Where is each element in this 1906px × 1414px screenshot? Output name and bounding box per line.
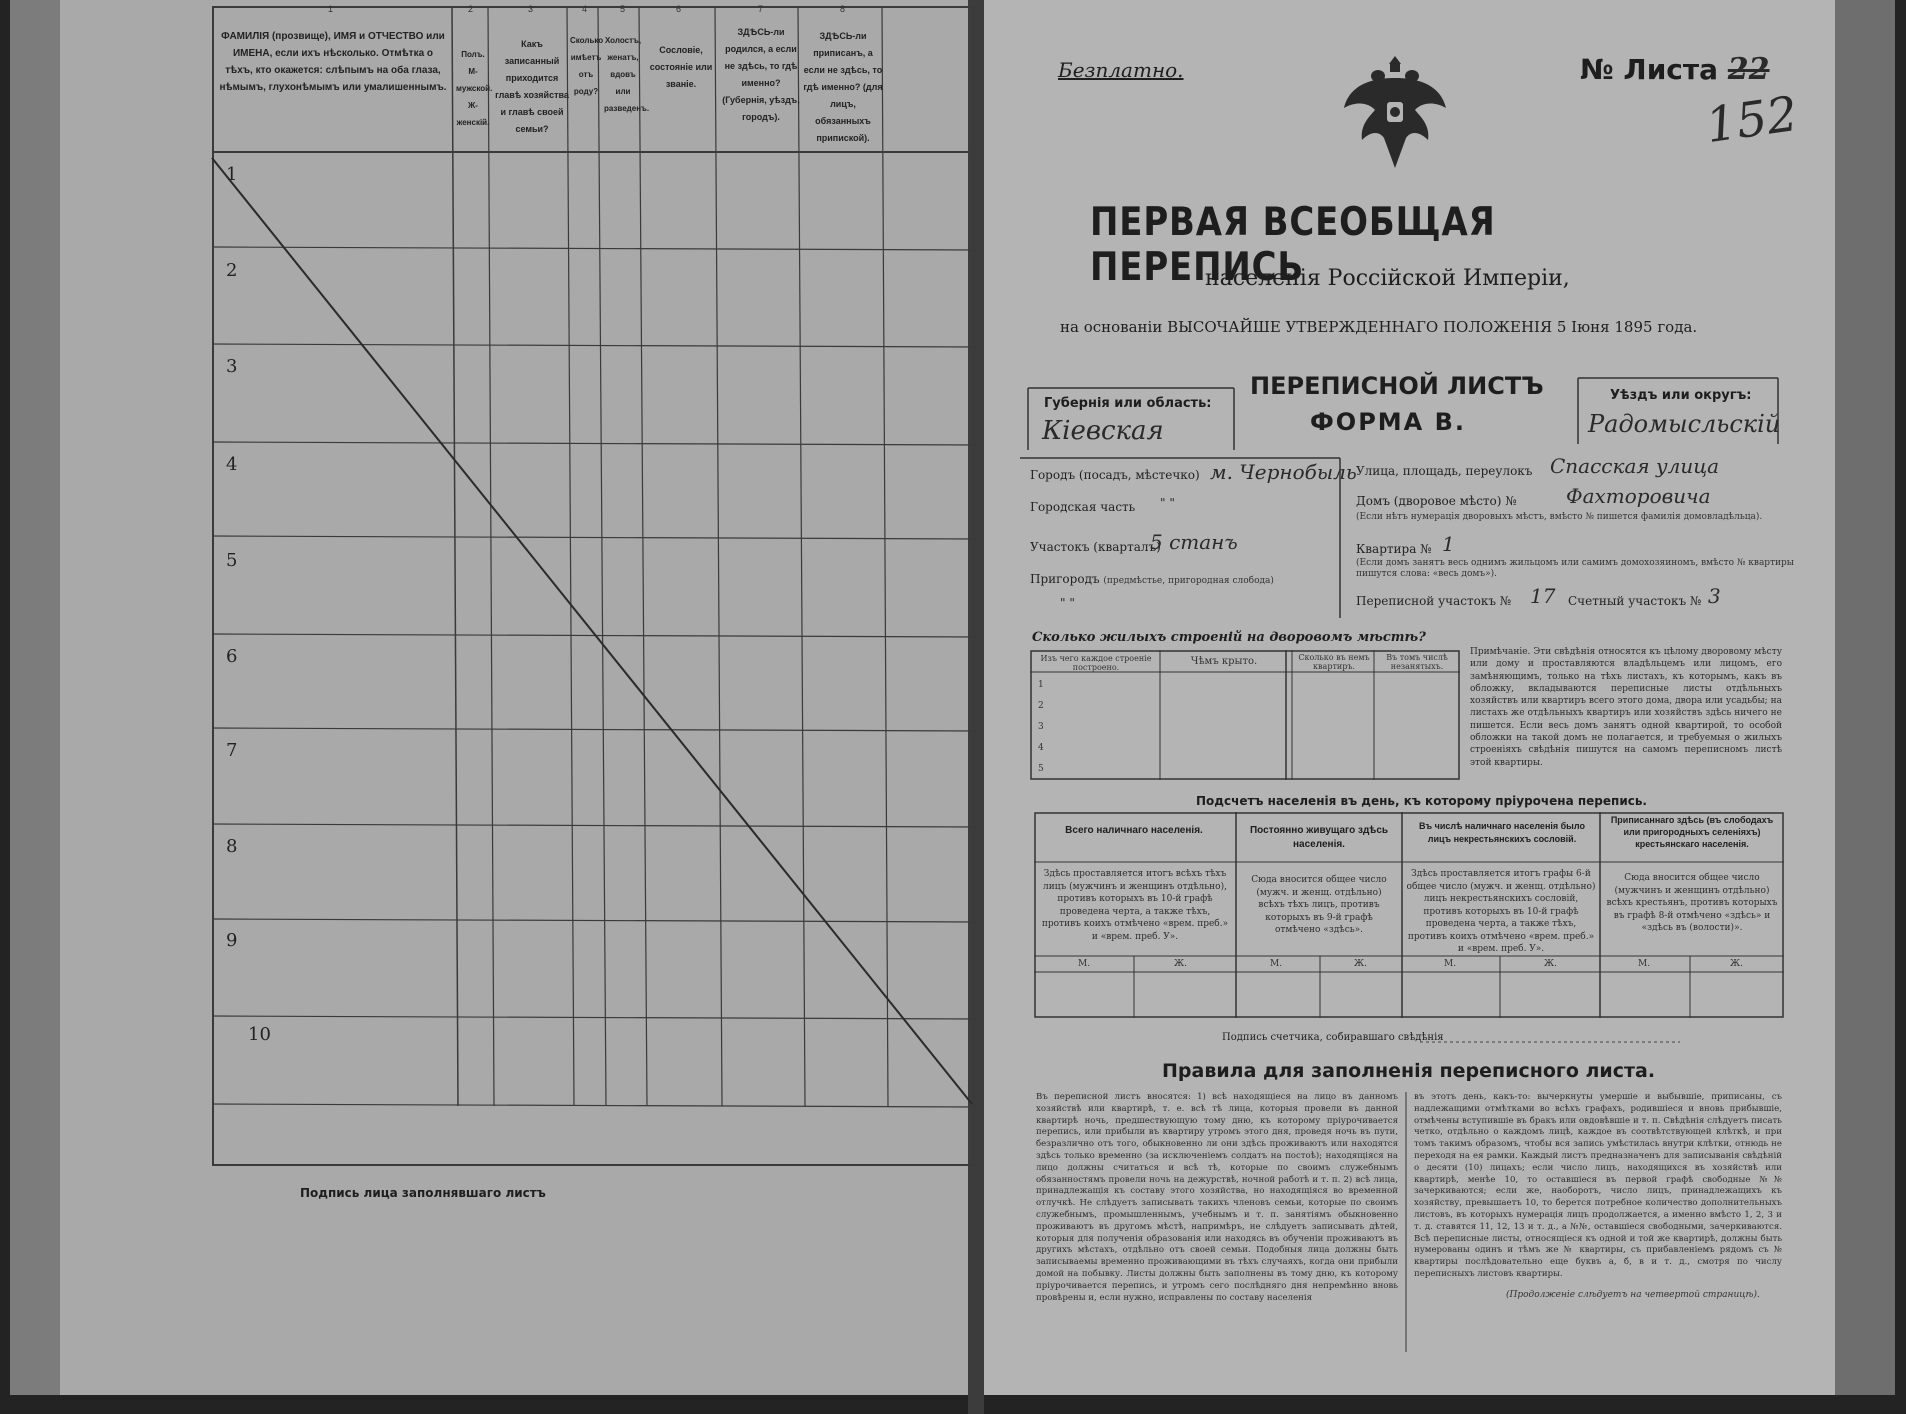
schet-uchastok-value: 3 <box>1708 584 1721 608</box>
chast-value: " " <box>1160 496 1175 510</box>
ulitsa-label: Улица, площадь, переулокъ <box>1356 464 1533 478</box>
row-number: 5 <box>226 550 238 571</box>
guberniya-value: Кiевская <box>1042 416 1164 446</box>
row-number: 7 <box>226 740 238 761</box>
chast-label: Городская часть <box>1030 500 1136 514</box>
dom-note: (Если нѣтъ нумерація дворовыхъ мѣстъ, вмѣсто № пишется фамилія домовладѣльца). <box>1356 512 1763 522</box>
row-number: 2 <box>226 260 238 281</box>
count-header-permanent: Постоянно живущаго здѣсь населенія. <box>1249 825 1389 850</box>
buildings-row: 1 <box>1038 680 1044 690</box>
count-text-permanent: Сюда вносится общее число (мужч. и женщ. отдѣльно) всѣхъ тѣхъ лицъ, противъ которыхъ въ 9-й графѣ отмѣчено «здѣсь». <box>1251 875 1387 935</box>
buildings-row: 4 <box>1038 743 1044 753</box>
rules-column-1: Въ переписной листъ вносятся: 1) всѣ находящіеся на лицо въ данномъ хозяйствѣ или квартирѣ, т. е. всѣ тѣ лица, которыя провели въ данной квартирѣ ночь, предшествующую тому дню, къ которому пріурочивается перепись, или прибыли въ квартиру утромъ этого дня, проведя ночь въ пути, безразлично отъ того, обыкновенно ли они здѣсь проживаютъ или находятся здѣсь только временно (за исключеніемъ солдатъ на постоѣ); находящіяся на лицо должны считаться и всѣ тѣ, которые по своимъ служебнымъ обязанностямъ провели ночь на дежурствѣ, ночной работѣ и т. п. 2) всѣ лица, принадлежащія къ составу этого хозяйства, но находящіяся во временной отлучкѣ. Не слѣдуетъ записывать такихъ членовъ семьи, которые по своимъ служебнымъ, промышленнымъ, учебнымъ и т. п. занятіямъ обыкновенно проживаютъ въ другомъ мѣстѣ, напримѣръ, не слѣдуетъ записывать дѣтей, которыя для полученія образованія или находясь въ обученіи проживаютъ въ другихъ мѣстахъ, отдѣльно отъ своей семьи. Подобныя лица должны быть записываемы временно проживающими въ тѣхъ случаяхъ, когда они прибыли домой на побывку. Листы должны быть заполнены въ тому дню, къ которому пріурочивается перепись, и утромъ сего послѣдняго дня непремѣнно вновь провѣрены и, если нужно, исправлены по составу населенія <box>1036 1092 1398 1303</box>
count-text-total: Здѣсь проставляется итогъ всѣхъ тѣхъ лицъ (мужчинъ и женщинъ отдѣльно), противъ которыхъ въ 10-й графѣ проведена черта, а также тѣхъ, противъ коихъ отмѣчено «врем. преб.» и «врем. преб. У». <box>1041 869 1229 942</box>
schet-uchastok-label: Счетный участокъ № <box>1568 594 1702 608</box>
rules-column-2: въ этотъ день, какъ-то: вычеркнуты умершіе и выбывшіе, приписаны, съ надлежащими отмѣтками во всѣхъ графахъ, родившіеся и вновь прибывшіе, отмѣчены вступившіе въ бракъ или овдовѣвшіе и т. п. Свѣдѣнія слѣдуетъ писать четко, отдѣльно о каждомъ лицѣ, каждое въ соотвѣтствующей клѣткѣ, и при томъ такимъ образомъ, чтобы вся запись умѣстилась внутри клѣтки, отнюдь не переходя на ея рамки. Каждый листъ предназначенъ для записыванія свѣдѣній о десяти (10) лицахъ; если число лицъ, находящихся въ хозяйствѣ или квартирѣ, менѣе 10, то оставшіеся въ первой графѣ свободные №№ зачеркиваются; если же, наоборотъ, число лицъ, принадлежащихъ къ хозяйству, превышаетъ 10, то берется потребное количество дополнительныхъ листовъ, въ которыхъ нумерація лицъ продолжается, а именно вмѣсто 1, 2, 3 и т. д. ставятся 11, 12, 13 и т. д., а №№, оставшіеся свободными, зачеркиваются. Всѣ переписные листы, относящіеся къ одной и той же квартирѣ, должны быть нумерованы одинъ и тѣмъ же № квартиры, съ прибавленіемъ рядомъ съ № квартиры послѣдовательно еще буквъ а, б, в и т. д., смотря по числу переписныхъ листовъ квартиры. <box>1414 1092 1782 1279</box>
buildings-row: 5 <box>1038 764 1044 774</box>
buildings-table <box>1030 650 1460 780</box>
buildings-header-vacant: Въ томъ числѣ незанятыхъ. <box>1386 653 1448 671</box>
free-label: Безплатно. <box>1058 58 1184 82</box>
prigorod-note: (предмѣстье, пригородная слобода) <box>1103 576 1274 586</box>
guberniya-label: Губернія или область: <box>1044 396 1212 411</box>
header-name: ФАМИЛІЯ (прозвище), ИМЯ и ОТЧЕСТВО или ИМЕНА, если ихъ нѣсколько. Отмѣтка о тѣхъ, кто окажется: слѣпымъ на оба глаза, нѣмымъ, глухонѣмымъ или умалишеннымъ. <box>219 31 447 93</box>
census-subtitle: населенія Россійской Имперіи, <box>1205 266 1570 291</box>
column-number-8: 8 <box>840 4 846 14</box>
header-sex: Полъ. М-мужской. Ж-женскій. <box>456 50 493 127</box>
kvartira-label: Квартира № <box>1356 542 1432 556</box>
column-number-3: 3 <box>528 4 534 14</box>
uezd-label: Уѣздъ или округъ: <box>1610 388 1752 403</box>
census-title: ПЕРВАЯ ВСЕОБЩАЯ ПЕРЕПИСЬ <box>1090 200 1496 290</box>
header-estate: Сословіе, состояніе или званіе. <box>649 45 713 89</box>
kvartira-value: 1 <box>1442 532 1455 556</box>
buildings-header-material: Изъ чего каждое строеніе построено. <box>1040 654 1152 672</box>
column-number-7: 7 <box>758 4 764 14</box>
form-title: ПЕРЕПИСНОЙ ЛИСТЪ <box>1250 372 1544 400</box>
column-number-2: 2 <box>468 4 474 14</box>
header-relation: Какъ записанный приходится главѣ хозяйства и главѣ своей семьи? <box>495 39 569 134</box>
dom-label: Домъ (дворовое мѣсто) № <box>1356 494 1517 508</box>
buildings-row: 3 <box>1038 722 1044 732</box>
column-number-1: 1 <box>328 4 334 14</box>
count-text-peasant: Сюда вносится общее число (мужчинъ и женщинъ отдѣльно) всѣхъ крестьянъ, противъ которыхъ въ графѣ 8-й отмѣчено «здѣсь» и «здѣсь въ (волости)». <box>1606 873 1778 933</box>
count-text-nonpeasant: Здѣсь проставляется итогъ графы 6-й общее число (мужч. и женщ. отдѣльно) лицъ некрестьянскихъ сословій, противъ которыхъ въ 10-й графѣ проведена черта, а также тѣхъ, противъ коихъ отмѣчено «врем. преб.» и «врем. преб. У». <box>1406 869 1596 954</box>
perep-uchastok-label: Переписной участокъ № <box>1356 594 1512 608</box>
count-header-nonpeasant: Въ числѣ наличнаго населенія было лицъ некрестьянскихъ сословій. <box>1419 821 1585 844</box>
counter-signature-line <box>1420 1040 1680 1044</box>
uchastok-value: 5 станъ <box>1150 530 1238 554</box>
count-table <box>1034 812 1784 1018</box>
uezd-value: Радомысльскiй <box>1588 410 1781 438</box>
header-marital: Холостъ, женатъ, вдовъ или разведенъ. <box>604 36 650 113</box>
sheet-number-value: 22 <box>1727 52 1770 87</box>
prigorod-label <box>1030 572 1274 586</box>
sex-m-label: М. <box>1444 959 1457 969</box>
rules-continued: (Продолженіе слѣдуетъ на четвертой страницѣ). <box>1506 1290 1760 1300</box>
buildings-row: 2 <box>1038 701 1044 711</box>
row-number: 4 <box>226 454 238 475</box>
perep-uchastok-value: 17 <box>1530 584 1556 608</box>
row-number: 10 <box>248 1024 271 1045</box>
count-title: Подсчетъ населенія въ день, къ которому пріурочена перепись. <box>1196 794 1647 808</box>
ulitsa-value: Спасская улица <box>1550 454 1720 478</box>
sheet-number-caption: № Листа <box>1580 53 1719 86</box>
uchastok-label: Участокъ (кварталъ) <box>1030 540 1161 554</box>
row-number: 1 <box>226 164 238 185</box>
count-header-peasant: Приписаннаго здѣсь (въ слободахъ или пригородныхъ селеніяхъ) крестьянскаго населенія. <box>1610 815 1774 849</box>
left-signature-label: Подпись лица заполнявшаго листъ <box>300 1186 546 1200</box>
rules-title: Правила для заполненія переписного листа. <box>1162 1060 1656 1082</box>
column-number-6: 6 <box>676 4 682 14</box>
census-basis: на основаніи ВЫСОЧАЙШЕ УТВЕРЖДЕННАГО ПОЛОЖЕНІЯ 5 Іюня 1895 года. <box>1060 318 1698 336</box>
sheet-number-stamp: 152 <box>1702 85 1802 155</box>
sex-f-label: Ж. <box>1730 959 1743 969</box>
sex-f-label: Ж. <box>1544 959 1557 969</box>
row-number: 9 <box>226 930 238 951</box>
prigorod-value: " " <box>1060 596 1075 610</box>
address-fields <box>1020 454 1800 618</box>
left-page-edges <box>10 0 62 1395</box>
sex-f-label: Ж. <box>1174 959 1187 969</box>
row-number: 3 <box>226 356 238 377</box>
column-number-5: 5 <box>620 4 626 14</box>
gorod-label: Городъ (посадъ, мѣстечко) <box>1030 468 1200 482</box>
form-subtitle: ФОРМА В. <box>1310 408 1467 436</box>
count-header-total: Всего наличнаго населенія. <box>1065 825 1203 836</box>
buildings-note: Примѣчаніе. Эти свѣдѣнія относятся къ цѣлому дворовому мѣсту или дому и проставляются владѣльцемъ или лицомъ, его замѣняющимъ, только на тѣхъ листахъ, къ которымъ, какъ въ обложку, вкладываются переписные листы отдѣльныхъ хозяйствъ или квартиръ всего этого дома, двора или усадьбы; на листахъ же отдѣльныхъ квартиръ или хозяйствъ здѣсь ничего не пишется. Если весь домъ занятъ одной квартирой, то особой обложки на такой домъ не полагается, и требуемыя о жилыхъ строеніяхъ свѣдѣнія пишутся на самомъ переписномъ листѣ этой квартиры. <box>1470 647 1782 768</box>
sex-m-label: М. <box>1078 959 1091 969</box>
coat-of-arms-icon <box>1340 48 1450 178</box>
rules-divider <box>1404 1092 1408 1352</box>
buildings-header-roof: Чѣмъ крыто. <box>1190 656 1258 667</box>
gorod-value: м. Чернобыль <box>1210 460 1357 484</box>
dom-value: Фахторовича <box>1566 484 1711 508</box>
header-age: Сколько имѣетъ отъ роду? <box>570 36 604 96</box>
sheet-number-label <box>1580 52 1770 87</box>
form-header <box>1028 372 1784 452</box>
header-birthplace: ЗДѢСЬ-ли родился, а если не здѣсь, то гдѣ именно? (Губернія, уѣздъ, городъ). <box>722 27 800 122</box>
header-registered: ЗДѢСЬ-ли приписанъ, а если не здѣсь, то гдѣ именно? (для лицъ, обязанныхъ припиской). <box>803 31 883 143</box>
row-number: 6 <box>226 646 238 667</box>
row-number: 8 <box>226 836 238 857</box>
right-page-edges <box>1835 0 1895 1395</box>
table-grid <box>212 6 977 1166</box>
buildings-header-apartments: Сколько въ немъ квартиръ. <box>1298 653 1370 671</box>
column-number-4: 4 <box>582 4 588 14</box>
buildings-question: Сколько жилыхъ строеній на дворовомъ мѣстѣ? <box>1032 630 1426 645</box>
sex-f-label: Ж. <box>1354 959 1367 969</box>
prigorod-caption: Пригородъ <box>1030 572 1100 586</box>
sex-m-label: М. <box>1638 959 1651 969</box>
kvartira-note: (Если домъ занятъ весь однимъ жильцомъ или самимъ домохозяиномъ, вмѣсто № квартиры пишутся слова: «весь домъ»). <box>1356 558 1794 579</box>
population-table <box>212 6 977 1166</box>
counter-signature-label: Подпись счетчика, собиравшаго свѣдѣнія <box>1222 1032 1444 1043</box>
sex-m-label: М. <box>1270 959 1283 969</box>
